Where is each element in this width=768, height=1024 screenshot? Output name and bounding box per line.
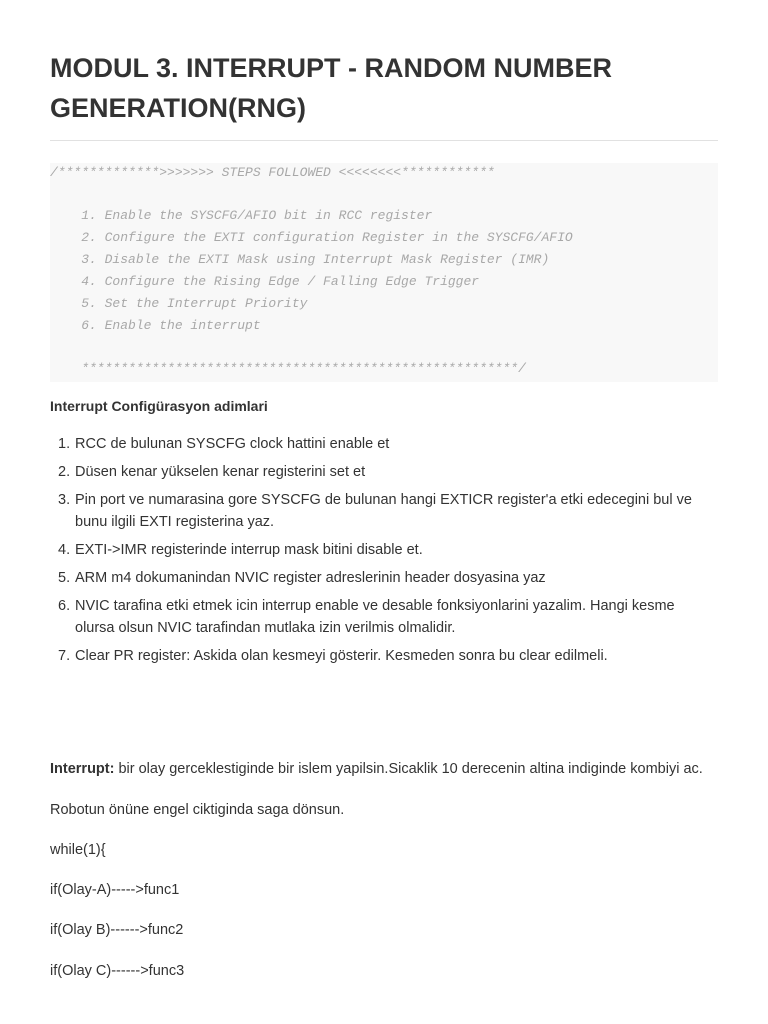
code-line: 2. Configure the EXTI configuration Register in the SYSCFG/AFIO <box>50 230 573 245</box>
list-number: 4. <box>58 542 71 558</box>
interrupt-definition <box>50 758 718 780</box>
list-item-text: Pin port ve numarasina gore SYSCFG de bulunan hangi EXTICR register'a etki edecegini bul ve bunu ilgili EXTI registerina yaz. <box>75 492 692 530</box>
paragraph: if(Olay C)------>func3 <box>50 963 185 979</box>
list-number: 3. <box>58 492 71 508</box>
code-block <box>50 163 718 382</box>
list-number: 2. <box>58 464 71 480</box>
list-item <box>50 595 718 639</box>
interrupt-definition-text: bir olay gerceklestiginde bir islem yapilsin.Sicaklik 10 derecenin altina indiginde kombiyi ac. <box>114 761 703 777</box>
code-line: 4. Configure the Rising Edge / Falling Edge Trigger <box>50 274 480 289</box>
list-item-text: NVIC tarafina etki etmek icin interrup enable ve desable fonksiyonlarini yazalim. Hangi kesme olursa olsun NVIC tarafindan mutlaka izin verilmis olmalidir. <box>75 598 675 636</box>
paragraph: Robotun önüne engel ciktiginda saga dönsun. <box>50 802 345 818</box>
paragraph: while(1){ <box>50 842 106 858</box>
list-item <box>50 433 718 455</box>
list-item <box>50 567 718 589</box>
config-steps-list <box>50 433 718 673</box>
list-number: 1. <box>58 436 71 452</box>
list-item-text: ARM m4 dokumanindan NVIC register adreslerinin header dosyasina yaz <box>75 570 546 586</box>
code-line: ********************************************************/ <box>50 361 526 376</box>
list-item-text: Clear PR register: Askida olan kesmeyi gösterir. Kesmeden sonra bu clear edilmeli. <box>75 648 608 664</box>
list-number: 6. <box>58 598 71 614</box>
list-item <box>50 489 718 533</box>
code-line: 3. Disable the EXTI Mask using Interrupt Mask Register (IMR) <box>50 252 550 267</box>
list-item <box>50 461 718 483</box>
list-item <box>50 645 718 667</box>
list-item <box>50 539 718 561</box>
paragraph: if(Olay B)------>func2 <box>50 922 184 938</box>
code-line: 1. Enable the SYSCFG/AFIO bit in RCC register <box>50 208 433 223</box>
list-item-text: RCC de bulunan SYSCFG clock hattini enable et <box>75 436 390 452</box>
title-divider <box>50 140 718 141</box>
code-line: /*************>>>>>>> STEPS FOLLOWED <<<<<<<<************ <box>50 165 495 180</box>
list-number: 7. <box>58 648 71 664</box>
list-item-text: Düsen kenar yükselen kenar registerini set et <box>75 464 366 480</box>
list-number: 5. <box>58 570 71 586</box>
code-line: 6. Enable the interrupt <box>50 318 261 333</box>
page-title: MODUL 3. INTERRUPT - RANDOM NUMBER GENERATION(RNG) <box>50 53 612 123</box>
list-item-text: EXTI->IMR registerinde interrup mask bitini disable et. <box>75 542 423 558</box>
config-steps-heading: Interrupt Configürasyon adimlari <box>50 398 268 414</box>
code-line: 5. Set the Interrupt Priority <box>50 296 308 311</box>
paragraph: if(Olay-A)----->func1 <box>50 882 180 898</box>
interrupt-label: Interrupt: <box>50 761 115 777</box>
